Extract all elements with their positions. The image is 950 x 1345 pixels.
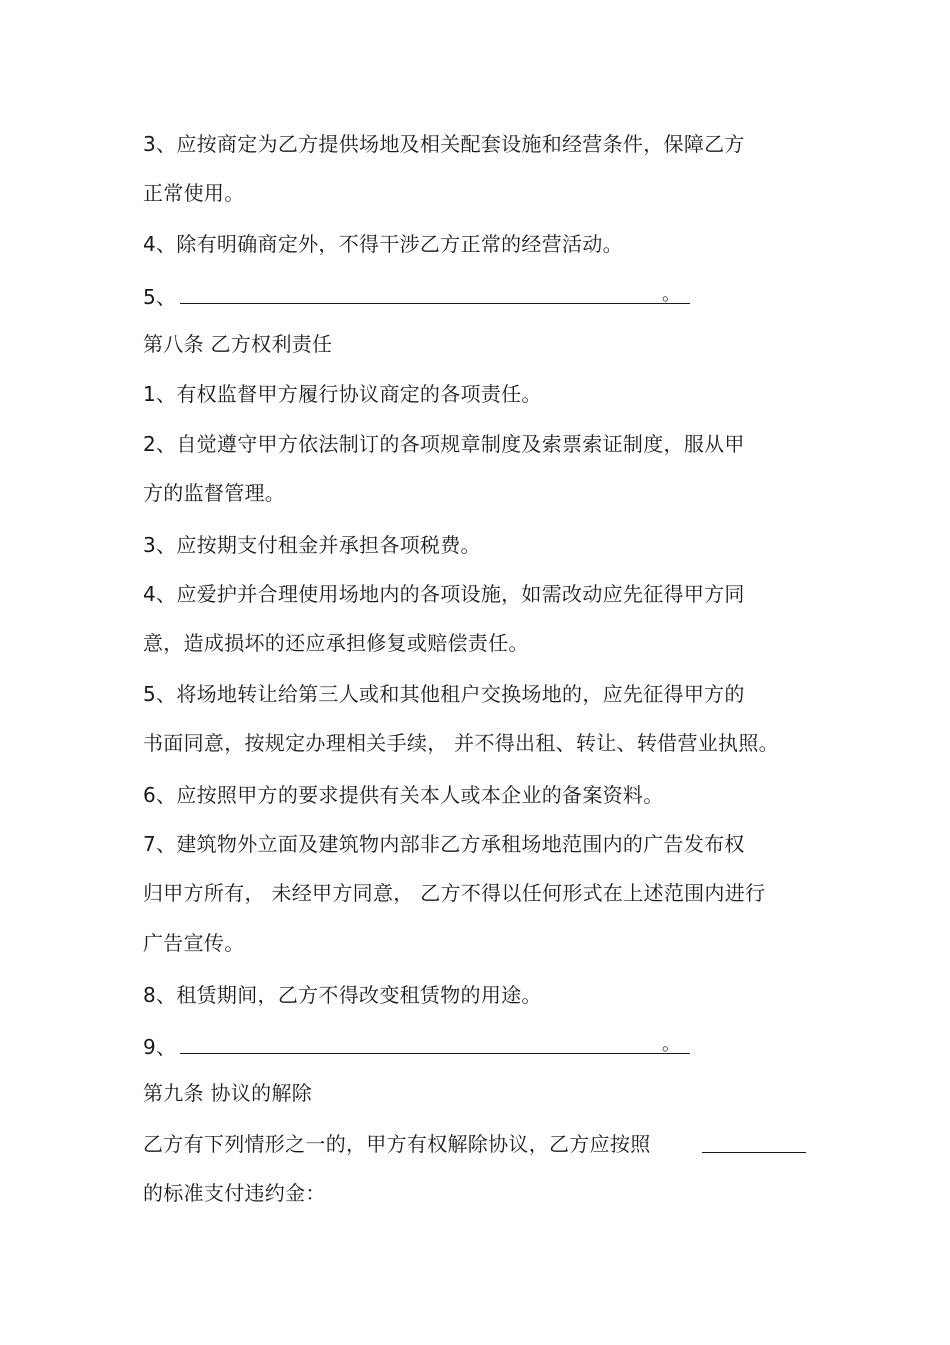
clause-8-item-2-line-1: 2、自觉遵守甲方依法制订的各项规章制度及索票索证制度，服从甲 xyxy=(143,432,745,456)
item-number: 5、 xyxy=(143,285,177,309)
clause-8-item-7-line-1: 7、建筑物外立面及建筑物内部非乙方承租场地范围内的广告发布权 xyxy=(143,832,745,856)
clause-7-item-3-line-2: 正常使用。 xyxy=(143,181,245,205)
clause-9-heading: 第九条 协议的解除 xyxy=(143,1081,313,1105)
clause-8-item-3: 3、应按期支付租金并承担各项税费。 xyxy=(143,533,481,557)
clause-8-item-5-line-1: 5、将场地转让给第三人或和其他租户交换场地的，应先征得甲方的 xyxy=(143,682,745,706)
clause-8-item-5-line-2: 书面同意，按规定办理相关手续， 并不得出租、转让、转借营业执照。 xyxy=(143,731,779,755)
clause-7-item-3-line-1: 3、应按商定为乙方提供场地及相关配套设施和经营条件，保障乙方 xyxy=(143,132,745,156)
clause-8-item-1: 1、有权监督甲方履行协议商定的各项责任。 xyxy=(143,382,542,406)
blank-end-mark: 。 xyxy=(662,1034,681,1055)
item-number: 9、 xyxy=(143,1035,177,1059)
blank-end-mark: 。 xyxy=(662,284,681,305)
clause-8-item-4-line-2: 意，造成损坏的还应承担修复或赔偿责任。 xyxy=(143,631,529,655)
clause-9-intro-line-2: 的标准支付违约金： xyxy=(143,1181,326,1205)
fill-in-blank xyxy=(180,1033,690,1054)
clause-8-item-2-line-2: 方的监督管理。 xyxy=(143,481,286,505)
penalty-standard-blank xyxy=(702,1130,806,1153)
clause-8-item-9 xyxy=(143,1033,690,1059)
clause-8-item-7-line-2: 归甲方所有， 未经甲方同意， 乙方不得以任何形式在上述范围内进行 xyxy=(143,881,766,905)
clause-8-item-7-line-3: 广告宣传。 xyxy=(143,931,245,955)
clause-9-intro-line-1: 乙方有下列情形之一的，甲方有权解除协议，乙方应按照 xyxy=(143,1132,651,1156)
clause-8-heading: 第八条 乙方权利责任 xyxy=(143,332,333,356)
clause-7-item-5 xyxy=(143,283,690,309)
clause-8-item-4-line-1: 4、应爱护并合理使用场地内的各项设施，如需改动应先征得甲方同 xyxy=(143,582,745,606)
clause-8-item-6: 6、应按照甲方的要求提供有关本人或本企业的备案资料。 xyxy=(143,783,664,807)
fill-in-blank xyxy=(180,283,690,304)
clause-8-item-8: 8、租赁期间，乙方不得改变租赁物的用途。 xyxy=(143,983,542,1007)
clause-7-item-4: 4、除有明确商定外，不得干涉乙方正常的经营活动。 xyxy=(143,232,623,256)
